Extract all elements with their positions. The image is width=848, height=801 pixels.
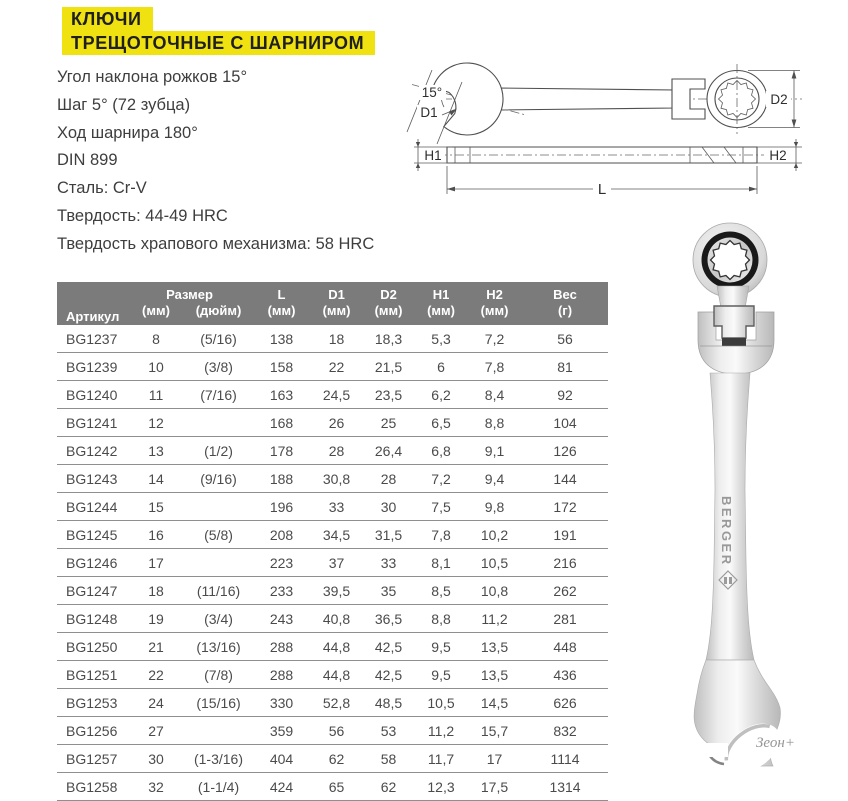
table-cell: 243 <box>252 605 311 633</box>
table-cell: 48,5 <box>362 689 415 717</box>
table-cell: 163 <box>252 381 311 409</box>
table-cell <box>185 549 252 577</box>
table-row <box>57 465 608 493</box>
table-row <box>57 325 608 353</box>
table-cell <box>185 409 252 437</box>
table-cell: (11/16) <box>185 577 252 605</box>
table-cell: 196 <box>252 493 311 521</box>
table-cell: 44,8 <box>311 633 362 661</box>
table-row <box>57 577 608 605</box>
page-title <box>62 7 375 55</box>
table-cell: 81 <box>522 353 608 381</box>
table-row <box>57 745 608 773</box>
table-cell: (7/8) <box>185 661 252 689</box>
table-cell: (9/16) <box>185 465 252 493</box>
cell-article: BG1242 <box>57 437 127 465</box>
table-cell: 9,5 <box>415 633 467 661</box>
table-cell: 39,5 <box>311 577 362 605</box>
spec-line: Угол наклона рожков 15° <box>57 68 248 86</box>
table-row <box>57 717 608 745</box>
table-cell: 18 <box>127 577 185 605</box>
table-cell: 17 <box>467 745 522 773</box>
table-cell: 14 <box>127 465 185 493</box>
spec-table-body <box>57 325 608 801</box>
table-cell: 626 <box>522 689 608 717</box>
table-row <box>57 605 608 633</box>
table-row <box>57 689 608 717</box>
table-cell: 172 <box>522 493 608 521</box>
col-header-size: Размер <box>127 282 252 303</box>
table-cell: 11 <box>127 381 185 409</box>
table-cell: 26 <box>311 409 362 437</box>
table-cell: 6,8 <box>415 437 467 465</box>
table-cell: 18,3 <box>374 330 403 347</box>
table-cell: 21,5 <box>362 353 415 381</box>
table-cell: 28 <box>362 465 415 493</box>
table-cell: 34,5 <box>311 521 362 549</box>
table-cell: 44,8 <box>311 661 362 689</box>
table-cell: 7,2 <box>415 465 467 493</box>
table-cell: 15 <box>127 493 185 521</box>
col-header-d1: D1 <box>311 282 362 303</box>
cell-article: BG1240 <box>57 381 127 409</box>
spec-line: Твердость храпового механизма: 58 HRC <box>57 234 375 253</box>
table-cell: 52,8 <box>311 689 362 717</box>
technical-drawing <box>402 52 848 202</box>
table-cell: 10,2 <box>467 521 522 549</box>
table-cell: 262 <box>522 577 608 605</box>
table-cell: 30 <box>127 745 185 773</box>
table-cell: 13,5 <box>467 633 522 661</box>
dim-d1-label: D1 <box>420 105 438 120</box>
table-cell: 42,5 <box>362 661 415 689</box>
table-cell: 33 <box>362 549 415 577</box>
table-cell: 7,8 <box>415 521 467 549</box>
spec-line: Ход шарнира 180° <box>57 123 198 142</box>
cell-article: BG1241 <box>57 409 127 437</box>
dim-angle-label: 15° <box>421 85 443 100</box>
col-header-h1: H1 <box>415 282 467 303</box>
cell-article: BG1237 <box>66 330 118 347</box>
page-title-line1: КЛЮЧИ <box>62 7 153 31</box>
table-cell: 28 <box>311 437 362 465</box>
table-cell: 448 <box>522 633 608 661</box>
dim-h2-label: H2 <box>769 148 787 163</box>
table-cell: (3/8) <box>185 353 252 381</box>
cell-article: BG1256 <box>57 717 127 745</box>
table-cell: 10 <box>127 353 185 381</box>
table-cell: 144 <box>522 465 608 493</box>
spec-line: DIN 899 <box>57 151 118 170</box>
table-cell: 65 <box>311 773 362 801</box>
table-cell <box>185 717 252 745</box>
watermark: Зеон+ <box>756 735 795 751</box>
table-cell: 126 <box>522 437 608 465</box>
table-cell: 233 <box>252 577 311 605</box>
cell-article: BG1253 <box>57 689 127 717</box>
table-cell: 13 <box>127 437 185 465</box>
dim-length-label: L <box>597 181 607 198</box>
table-cell: 188 <box>252 465 311 493</box>
table-cell: 27 <box>127 717 185 745</box>
cell-article: BG1247 <box>57 577 127 605</box>
table-cell: 359 <box>252 717 311 745</box>
spec-list <box>57 64 374 259</box>
cell-article: BG1246 <box>57 549 127 577</box>
table-cell: (7/16) <box>185 381 252 409</box>
table-cell: 8,8 <box>415 605 467 633</box>
table-cell: 24 <box>127 689 185 717</box>
table-cell: 40,8 <box>311 605 362 633</box>
table-cell: 8,5 <box>415 577 467 605</box>
table-cell: 6,2 <box>415 381 467 409</box>
col-unit-mm: (мм) <box>415 303 467 325</box>
table-cell: 5,3 <box>431 330 451 347</box>
table-cell: 42,5 <box>362 633 415 661</box>
spec-table <box>57 282 608 801</box>
col-unit-mm: (мм) <box>127 303 185 325</box>
dim-d2-label: D2 <box>770 92 788 107</box>
table-cell: 56 <box>557 330 573 347</box>
table-cell: 13,5 <box>467 661 522 689</box>
brand-engraving: BERGER <box>719 496 734 567</box>
table-cell: (15/16) <box>185 689 252 717</box>
table-cell: 6 <box>415 353 467 381</box>
col-header-article: Артикул <box>57 282 127 325</box>
table-cell: 1114 <box>522 745 608 773</box>
table-row <box>57 549 608 577</box>
table-cell: 8,1 <box>415 549 467 577</box>
spec-line: Шаг 5° (72 зубца) <box>57 95 191 114</box>
table-cell: 30,8 <box>311 465 362 493</box>
table-cell: 37 <box>311 549 362 577</box>
table-cell: 14,5 <box>467 689 522 717</box>
table-cell: 191 <box>522 521 608 549</box>
hinge-tang <box>714 306 754 338</box>
table-cell: 26,4 <box>362 437 415 465</box>
table-cell: 104 <box>522 409 608 437</box>
table-cell: 10,5 <box>415 689 467 717</box>
cell-article: BG1258 <box>57 773 127 801</box>
table-cell: 21 <box>127 633 185 661</box>
table-row <box>57 353 608 381</box>
dim-h1-label: H1 <box>424 148 442 163</box>
table-cell: 288 <box>252 633 311 661</box>
table-cell <box>185 493 252 521</box>
table-cell: 33 <box>311 493 362 521</box>
cell-article: BG1257 <box>57 745 127 773</box>
table-cell: 8,8 <box>467 409 522 437</box>
col-header-d2: D2 <box>362 282 415 303</box>
table-cell: 58 <box>362 745 415 773</box>
table-cell: 24,5 <box>311 381 362 409</box>
table-cell: 9,5 <box>415 661 467 689</box>
table-cell: 330 <box>252 689 311 717</box>
table-cell: 31,5 <box>362 521 415 549</box>
table-cell: 288 <box>252 661 311 689</box>
table-cell: 10,8 <box>467 577 522 605</box>
table-row <box>57 381 608 409</box>
table-cell: 16 <box>127 521 185 549</box>
table-cell: 281 <box>522 605 608 633</box>
table-cell: 22 <box>127 661 185 689</box>
table-cell: 208 <box>252 521 311 549</box>
table-cell: 216 <box>522 549 608 577</box>
table-cell: 62 <box>362 773 415 801</box>
table-cell: 92 <box>522 381 608 409</box>
table-cell: (1-3/16) <box>185 745 252 773</box>
cell-article: BG1248 <box>57 605 127 633</box>
spec-table-header <box>57 282 608 325</box>
table-cell: (5/16) <box>200 330 237 347</box>
table-cell: 7,5 <box>415 493 467 521</box>
table-cell: 62 <box>311 745 362 773</box>
spec-line: Твердость: 44-49 HRC <box>57 206 228 225</box>
cell-article: BG1245 <box>57 521 127 549</box>
table-cell: (1-1/4) <box>185 773 252 801</box>
table-row <box>57 773 608 801</box>
table-cell: 25 <box>362 409 415 437</box>
table-cell: 11,7 <box>415 745 467 773</box>
table-row <box>57 661 608 689</box>
table-cell: 12 <box>127 409 185 437</box>
table-cell: 178 <box>252 437 311 465</box>
table-cell: 424 <box>252 773 311 801</box>
table-row <box>57 521 608 549</box>
col-unit-mm: (мм) <box>467 303 522 325</box>
table-cell: 30 <box>362 493 415 521</box>
table-row <box>57 409 608 437</box>
table-row <box>57 633 608 661</box>
table-cell: 17,5 <box>467 773 522 801</box>
table-cell: (13/16) <box>185 633 252 661</box>
table-row <box>57 437 608 465</box>
wrench-photo <box>618 200 848 766</box>
table-cell: 10,5 <box>467 549 522 577</box>
col-unit-g: (г) <box>522 303 608 325</box>
table-row <box>57 493 608 521</box>
table-cell: 7,2 <box>484 330 505 347</box>
table-cell: 15,7 <box>467 717 522 745</box>
col-unit-mm: (мм) <box>252 303 311 325</box>
table-cell: 6,5 <box>415 409 467 437</box>
table-cell: 8 <box>152 330 160 347</box>
col-unit-inch: (дюйм) <box>185 303 252 325</box>
col-header-h2: H2 <box>467 282 522 303</box>
cell-article: BG1251 <box>57 661 127 689</box>
col-unit-mm: (мм) <box>311 303 362 325</box>
table-cell: 22 <box>311 353 362 381</box>
table-cell: 12,3 <box>415 773 467 801</box>
table-cell: 8,4 <box>467 381 522 409</box>
spec-line: Сталь: Cr-V <box>57 179 147 198</box>
table-cell: 18 <box>328 330 345 347</box>
table-cell: 36,5 <box>362 605 415 633</box>
table-cell: 11,2 <box>415 717 467 745</box>
table-cell: 9,4 <box>467 465 522 493</box>
table-cell: (5/8) <box>185 521 252 549</box>
table-cell: 7,8 <box>467 353 522 381</box>
table-cell: 53 <box>362 717 415 745</box>
table-cell: 168 <box>252 409 311 437</box>
table-cell: 9,1 <box>467 437 522 465</box>
table-cell: 19 <box>127 605 185 633</box>
table-cell: 9,8 <box>467 493 522 521</box>
page-title-line2: ТРЕЩОТОЧНЫЕ С ШАРНИРОМ <box>62 31 375 55</box>
table-cell: 404 <box>252 745 311 773</box>
table-cell: 158 <box>252 353 311 381</box>
table-cell: 11,2 <box>467 605 522 633</box>
table-cell: 138 <box>269 330 294 347</box>
col-header-l: L <box>252 282 311 303</box>
table-cell: 32 <box>127 773 185 801</box>
table-cell: 832 <box>522 717 608 745</box>
cell-article: BG1250 <box>57 633 127 661</box>
table-cell: (3/4) <box>185 605 252 633</box>
table-cell: 223 <box>252 549 311 577</box>
table-cell: 56 <box>311 717 362 745</box>
cell-article: BG1244 <box>57 493 127 521</box>
table-cell: (1/2) <box>185 437 252 465</box>
table-cell: 35 <box>362 577 415 605</box>
col-header-weight: Вес <box>522 282 608 303</box>
col-unit-mm: (мм) <box>362 303 415 325</box>
cell-article: BG1243 <box>57 465 127 493</box>
table-cell: 17 <box>127 549 185 577</box>
table-cell: 436 <box>522 661 608 689</box>
table-cell: 1314 <box>522 773 608 801</box>
table-cell: 23,5 <box>362 381 415 409</box>
cell-article: BG1239 <box>57 353 127 381</box>
